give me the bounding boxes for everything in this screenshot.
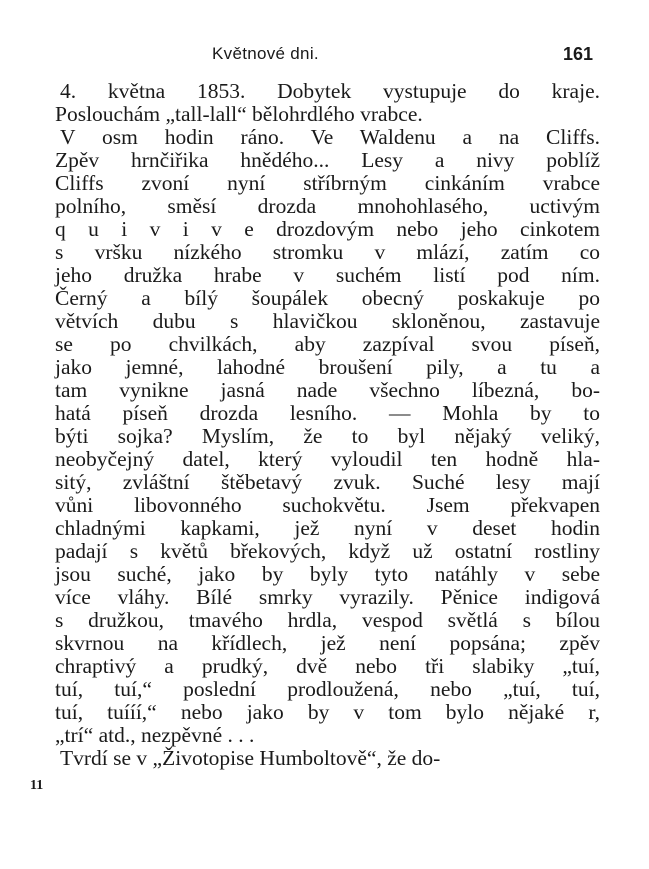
signature-mark: 11	[30, 778, 44, 793]
text-line: tuí, tuí,“ poslední prodloužená, nebo „tuí, tuí,	[55, 677, 600, 701]
text-line: „trí“ atd., nezpěvné . . .	[55, 723, 255, 747]
text-line: chraptivý a prudký, dvě nebo tři slabiky „tuí,	[55, 654, 600, 678]
text-line: se po chvilkách, aby zazpíval svou píseň,	[55, 332, 600, 356]
text-line: tam vynikne jasná nade všechno líbezná, bo-	[55, 378, 600, 402]
text-line: Černý a bílý šoupálek obecný poskakuje po	[55, 286, 600, 310]
text-line: neobyčejný datel, který vyloudil ten hodně hla-	[55, 447, 600, 471]
text-line: 4. května 1853. Dobytek vystupuje do kraje.	[60, 79, 600, 103]
text-line: V osm hodin ráno. Ve Waldenu a na Cliffs.	[60, 125, 600, 149]
text-line: více vláhy. Bílé smrky vyrazily. Pěnice indigová	[55, 585, 600, 609]
text-line: jsou suché, jako by byly tyto natáhly v sebe	[55, 562, 600, 586]
body-text	[55, 80, 600, 770]
running-title: Květnové dni.	[212, 44, 319, 63]
text-line: hatá píseň drozda lesního. — Mohla by to	[55, 401, 600, 425]
text-line: Cliffs zvoní nyní stříbrným cinkáním vrabce	[55, 171, 600, 195]
text-line: jeho družka hrabe v suchém listí pod ním.	[55, 263, 600, 287]
text-line: býti sojka? Myslím, že to byl nějaký veliký,	[55, 424, 600, 448]
text-line: s vršku nízkého stromku v mlází, zatím co	[55, 240, 600, 264]
text-line: padají s květů břekových, když už ostatní rostliny	[55, 539, 600, 563]
text-line: Tvrdí se v „Životopise Humboltově“, že do-	[60, 746, 441, 770]
text-line: polního, směsí drozda mnohohlasého, uctivým	[55, 194, 600, 218]
text-line: q u i v i v e drozdovým nebo jeho cinkotem	[55, 217, 600, 241]
text-line: jako jemné, lahodné broušení pily, a tu a	[55, 355, 600, 379]
text-line: Poslouchám „tall-lall“ bělohrdlého vrabce.	[55, 102, 423, 126]
text-line: sitý, zvláštní štěbetavý zvuk. Suché lesy mají	[55, 470, 600, 494]
text-line: větvích dubu s hlavičkou skloněnou, zastavuje	[55, 309, 600, 333]
page-number: 161	[562, 44, 593, 64]
running-head	[57, 44, 597, 68]
text-line: Zpěv hrnčiřika hnědého... Lesy a nivy poblíž	[55, 148, 600, 172]
text-line: vůni libovonného suchokvětu. Jsem překvapen	[55, 493, 600, 517]
text-line: chladnými kapkami, jež nyní v deset hodin	[55, 516, 600, 540]
text-line: s družkou, tmavého hrdla, vespod světlá s bílou	[55, 608, 600, 632]
text-line: skvrnou na křídlech, jež není popsána; zpěv	[55, 631, 600, 655]
text-line: tuí, tuííí,“ nebo jako by v tom bylo nějaké r,	[55, 700, 600, 724]
